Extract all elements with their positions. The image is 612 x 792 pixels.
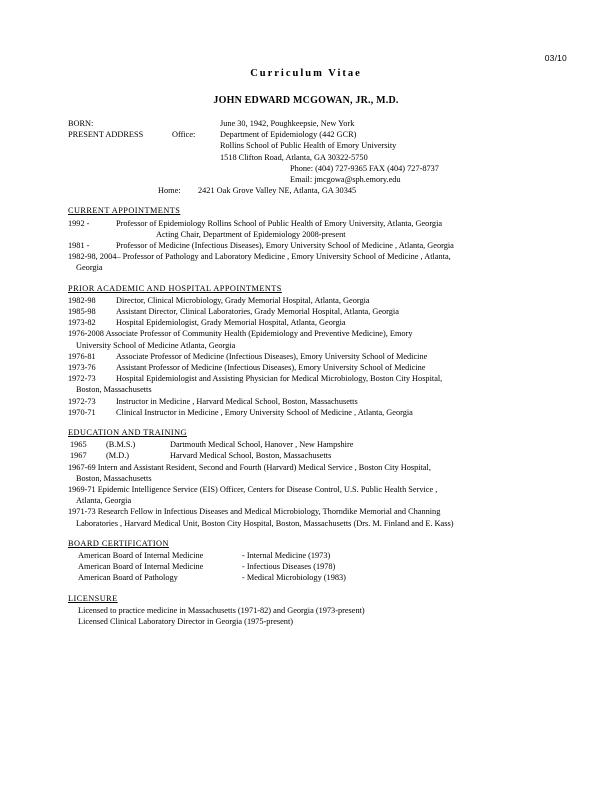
entry-subline: Acting Chair, Department of Epidemiology 2008-present [156,229,346,239]
appointment-entry [68,328,568,350]
address-row [68,129,568,140]
born-label: BORN: [68,119,94,128]
entry-date: 1972-73 [68,396,96,406]
entry-body: Hospital Epidemiologist and Assisting Physician for Medical Microbiology, Boston City Hospital, [116,374,443,384]
appointment-entry [68,317,568,328]
office-line-2: Rollins School of Public Health of Emory University [220,141,397,151]
degree-row [68,450,568,461]
email-row [68,174,568,185]
degree-row [68,439,568,450]
section-title-education: EDUCATION AND TRAINING [68,427,187,437]
date-stamp: 03/10 [544,53,567,63]
board-row [68,572,568,583]
board-name: American Board of Pathology [78,573,178,583]
entry-body: 1969-71 Epidemic Intelligence Service (EIS) Officer, Centers for Disease Control, U.S. Public Health Service , [68,484,438,494]
born-value: June 30, 1942, Poughkeepsie, New York [220,119,355,128]
entry-body: Assistant Director, Clinical Laboratories, Grady Memorial Hospital, Atlanta, Georgia [116,306,399,316]
education-entries [68,439,568,529]
entry-date: 1972-73 [68,374,96,384]
appointment-entry [68,407,568,418]
section-title-prior-appointments: PRIOR ACADEMIC AND HOSPITAL APPOINTMENTS [68,283,282,293]
person-name: JOHN EDWARD MCGOWAN, JR., M.D. [213,95,399,106]
entry-date: 1976-81 [68,351,96,361]
entry-continuation: Georgia [76,263,103,273]
entry-body: Assistant Professor of Medicine (Infectious Diseases), Emory University School of Medicine [116,362,426,372]
board-name: American Board of Internal Medicine [78,550,204,560]
board-name: American Board of Internal Medicine [78,562,204,572]
home-label: Home: [158,186,181,196]
appointment-entry [68,362,568,373]
training-entry [68,484,568,506]
phone-fax: Phone: (404) 727-9365 FAX (404) 727-8737 [290,163,439,173]
entry-date: 1992 - [68,218,90,228]
entry-date: 1973-76 [68,362,96,372]
home-value: 2421 Oak Grove Valley NE, Atlanta, GA 30345 [198,186,357,196]
entry-body: 1967-69 Intern and Assistant Resident, Second and Fourth (Harvard) Medical Service , Boston City Hospital, [68,462,431,472]
section-title-licensure: LICENSURE [68,593,118,603]
appointment-entry [68,351,568,362]
appointment-entry [68,240,568,251]
board-row [68,561,568,572]
degree-school: Dartmouth Medical School, Hanover , New Hampshire [170,440,354,450]
section-title-current-appointments: CURRENT APPOINTMENTS [68,206,181,216]
identity-block [68,118,568,196]
prior-appointments-entries [68,295,568,418]
board-specialty: - Medical Microbiology (1983) [242,573,346,583]
office-label: Office: [172,130,196,140]
section-education [68,427,568,529]
licensure-line: Licensed Clinical Laboratory Director in Georgia (1975-present) [78,616,294,626]
entry-body: Associate Professor of Medicine (Infectious Diseases), Emory University School of Medicine [116,351,428,361]
entry-date: 1981 - [68,240,90,250]
licensure-lines [68,605,568,627]
entry-continuation: Boston, Massachusetts [76,385,152,395]
document-title: Curriculum Vitae [250,68,362,79]
section-title-board-certification: BOARD CERTIFICATION [68,538,169,548]
section-licensure [68,593,568,628]
phone-row [68,163,568,174]
entry-body: Professor of Epidemiology Rollins School of Public Health of Emory University, Atlanta, Georgia [116,218,443,228]
office-line-3: 1518 Clifton Road, Atlanta, GA 30322-5750 [220,152,368,162]
entry-body: Director, Clinical Microbiology, Grady Memorial Hospital, Atlanta, Georgia [116,295,370,305]
appointment-entry [68,218,568,240]
entry-body: Professor of Medicine (Infectious Diseases), Emory University School of Medicine , Atlanta, Georgia [116,240,454,250]
home-row [68,185,568,196]
degree-school: Harvard Medical School, Boston, Massachusetts [170,451,332,461]
address-label: PRESENT ADDRESS [68,130,144,140]
entry-body: 1982-98, 2004– Professor of Pathology and Laboratory Medicine , Emory University School of Medicine , Atlanta, [68,252,451,262]
degree-abbrev: (B.M.S.) [106,440,136,450]
training-entry [68,462,568,484]
entry-date: 1973-82 [68,318,96,328]
entry-continuation: Boston, Massachusetts [76,473,152,483]
section-prior-appointments [68,283,568,418]
appointment-entry [68,373,568,395]
appointment-entry [68,306,568,317]
entry-continuation: Atlanta, Georgia [76,496,132,506]
office-line-1: Department of Epidemiology (442 GCR) [220,130,357,140]
address-row-2 [68,140,568,151]
cv-content [68,118,568,627]
entry-body: 1976-2008 Associate Professor of Community Health (Epidemiology and Preventive Medicine), Emory [68,329,413,339]
entry-date: 1970-71 [68,407,96,417]
entry-continuation: University School of Medicine Atlanta, Georgia [76,340,236,350]
section-board-certification [68,538,568,584]
entry-body: 1971-73 Research Fellow in Infectious Diseases and Medical Microbiology, Thorndike Memorial and Channing [68,507,441,517]
born-row [68,118,568,129]
appointment-entry [68,295,568,306]
board-specialty: - Internal Medicine (1973) [242,550,331,560]
appointment-entry [68,251,568,273]
entry-date: 1982-98 [68,295,96,305]
current-appointments-entries [68,218,568,274]
address-row-3 [68,152,568,163]
board-specialty: - Infectious Diseases (1978) [242,562,336,572]
degree-abbrev: (M.D.) [106,451,130,461]
section-current-appointments [68,205,568,273]
degree-year: 1967 [70,451,87,461]
degree-year: 1965 [70,440,87,450]
entry-body: Instructor in Medicine , Harvard Medical School, Boston, Massachusetts [116,396,358,406]
board-row [68,550,568,561]
entry-continuation: Laboratories , Harvard Medical Unit, Boston City Hospital, Boston, Massachusetts (Drs. M. Finland and E. Kass) [76,518,454,528]
appointment-entry [68,396,568,407]
board-certification-rows [68,550,568,584]
email-address: Email: jmcgowa@sph.emory.edu [290,174,401,184]
entry-body: Hospital Epidemiologist, Grady Memorial Hospital, Atlanta, Georgia [116,318,346,328]
training-entry [68,506,568,528]
entry-body: Clinical Instructor in Medicine , Emory University School of Medicine , Atlanta, Georgia [116,407,413,417]
entry-date: 1985-98 [68,306,96,316]
licensure-line: Licensed to practice medicine in Massachusetts (1971-82) and Georgia (1973-present) [78,605,365,615]
